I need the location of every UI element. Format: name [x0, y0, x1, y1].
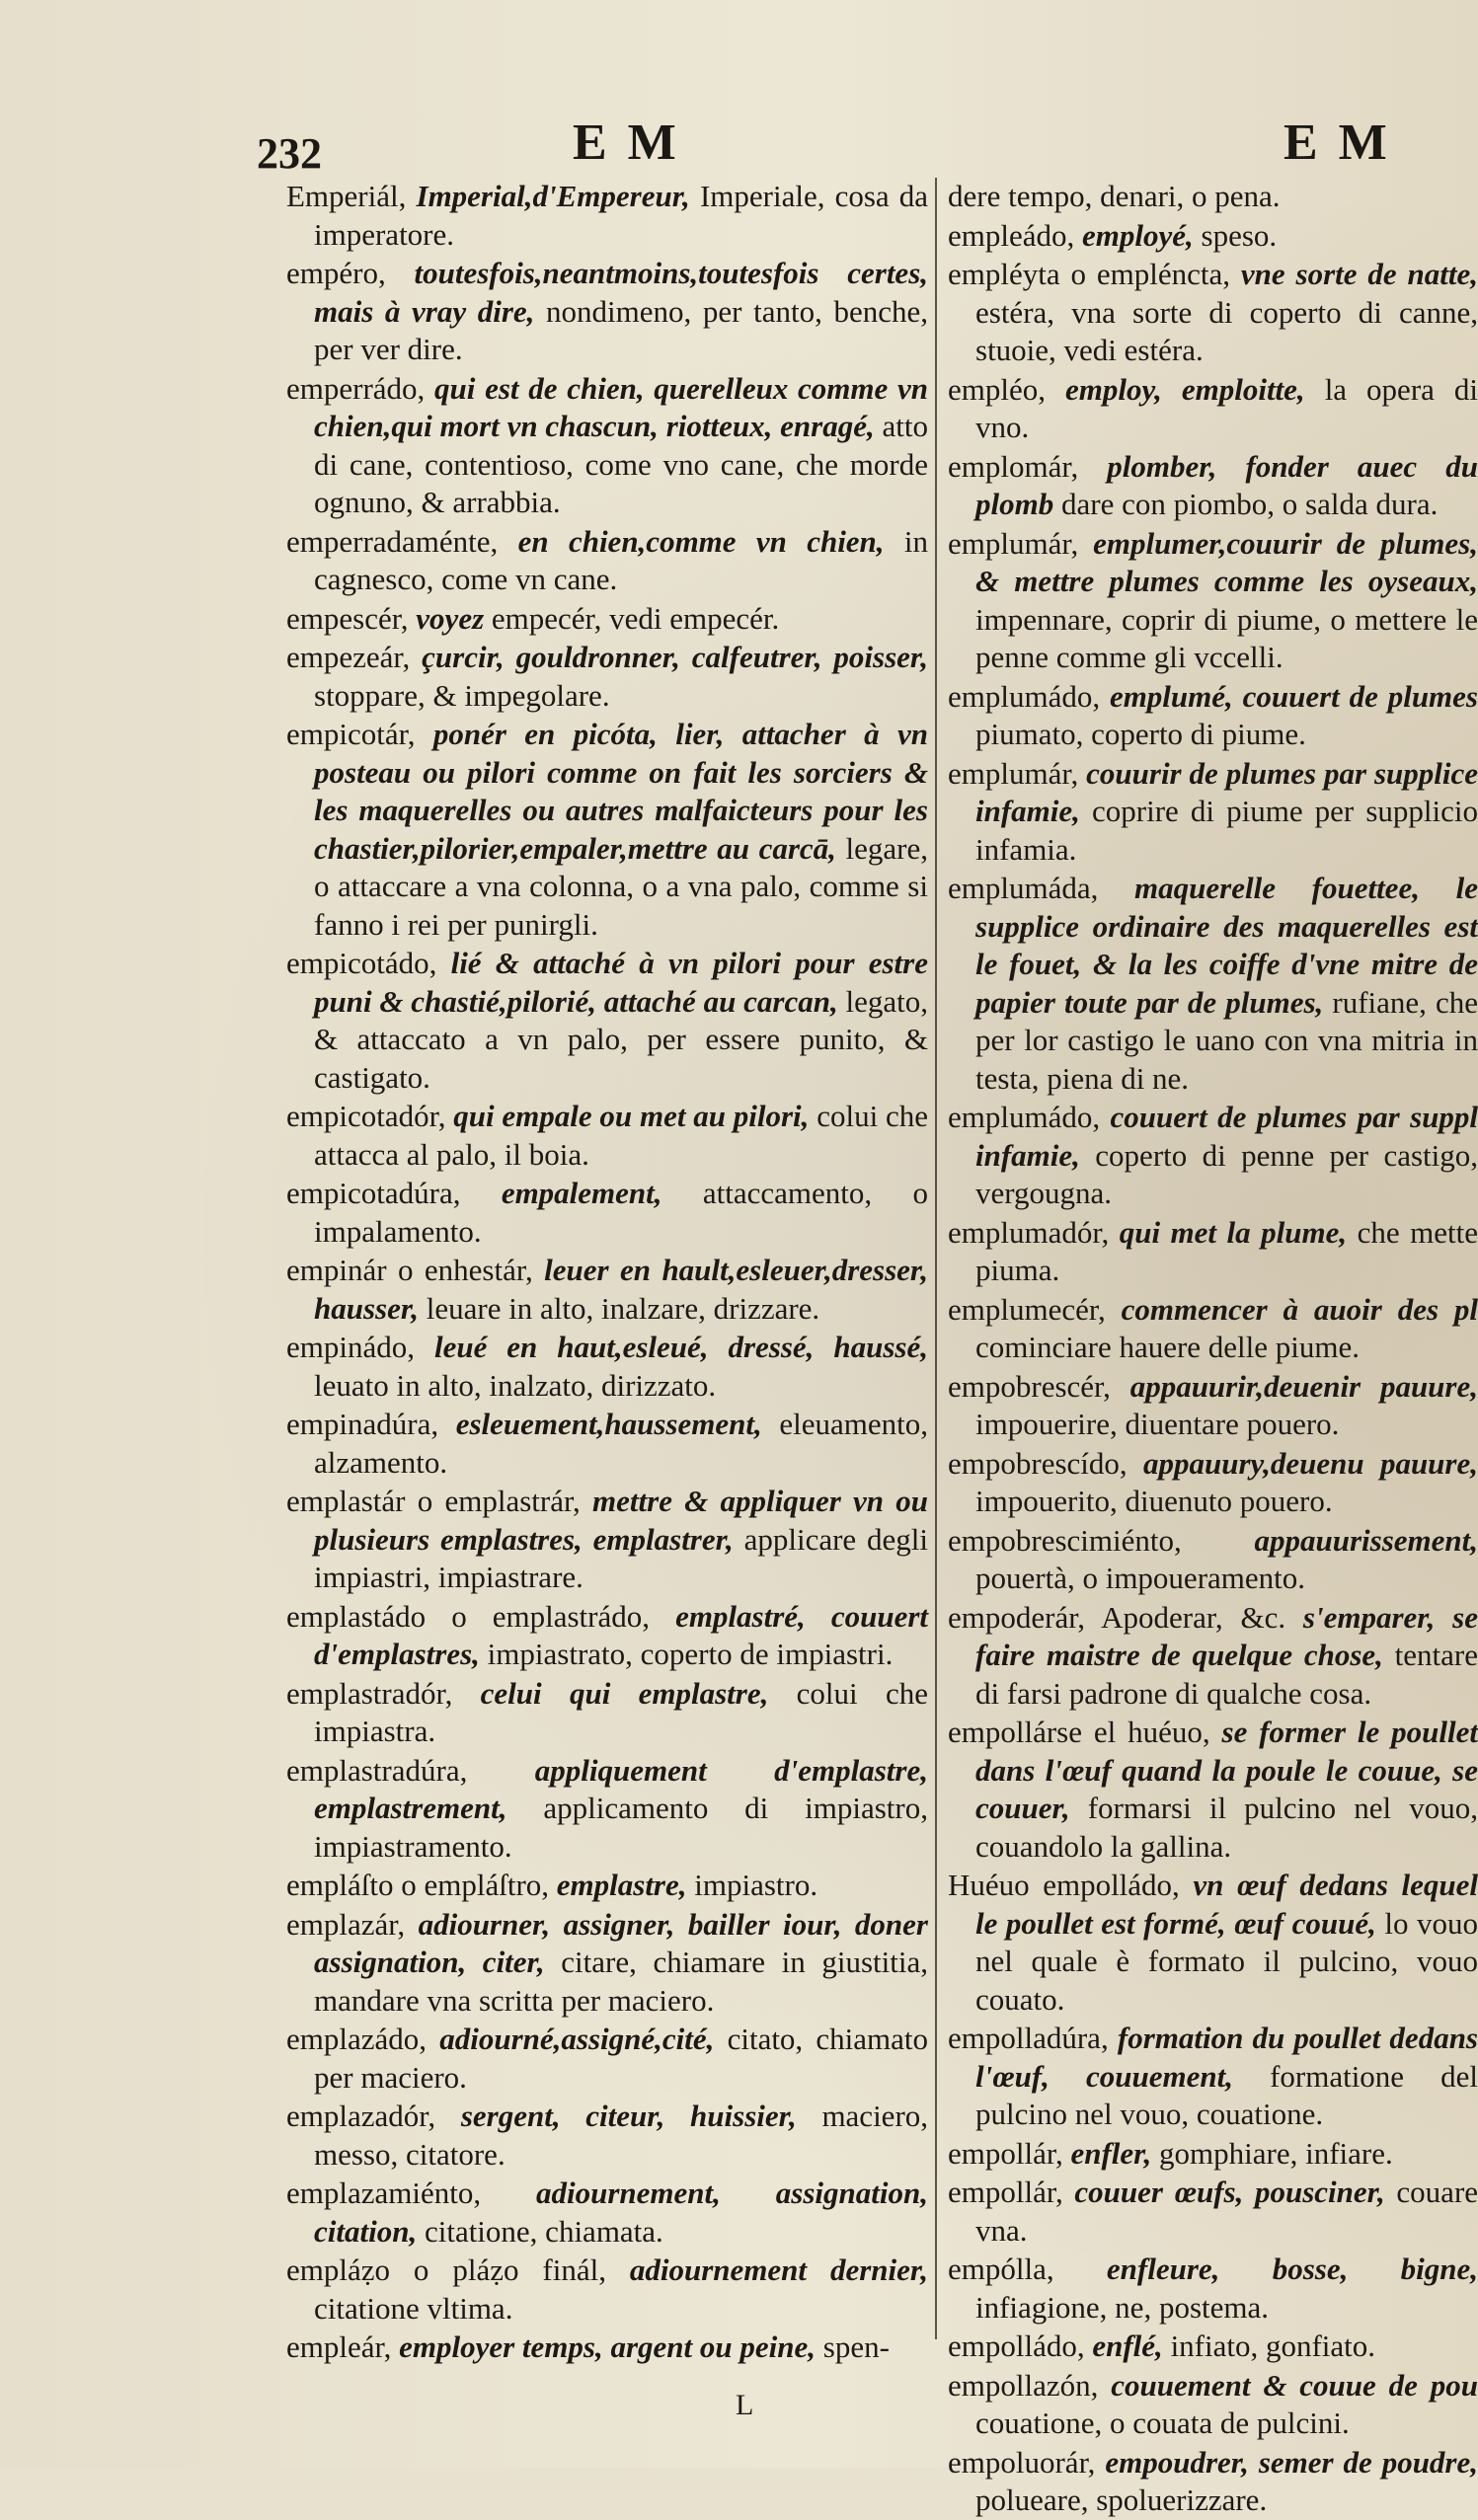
dictionary-entry — [286, 2252, 928, 2328]
italian-gloss: stoppare, & impegolare. — [314, 677, 610, 713]
headword: empobrescér, — [948, 1368, 1111, 1404]
italian-gloss: colui che impiastra. — [314, 1675, 928, 1748]
column-divider — [935, 178, 937, 2339]
french-gloss: enflé, — [1092, 2329, 1163, 2363]
dictionary-entry — [948, 217, 1478, 256]
dictionary-entry — [286, 2175, 928, 2251]
dictionary-entry — [948, 1714, 1478, 1866]
french-gloss: commencer à auoir des pl — [1121, 1291, 1478, 1327]
italian-gloss: coprire di piume per supplicio infamia. — [975, 794, 1478, 867]
dictionary-entry — [948, 256, 1478, 370]
headword: emplastradúra, — [286, 1752, 468, 1788]
running-head-left: E M — [573, 115, 680, 171]
dictionary-entry — [948, 2174, 1478, 2250]
dictionary-entry — [948, 2328, 1478, 2366]
italian-gloss: rufiane, che per lor castigo le uano con vna mitria in testa, piena di ne. — [975, 984, 1478, 1096]
french-gloss: leué en haut,esleué, dressé, haussé, — [433, 1330, 928, 1364]
headword: empoluorár, — [948, 2444, 1096, 2480]
dictionary-entry — [286, 523, 928, 599]
dictionary-entry — [286, 1867, 928, 1905]
headword: empinádo, — [286, 1330, 415, 1364]
headword: empollár, — [948, 2175, 1063, 2209]
headword: empléo, — [948, 371, 1046, 407]
dictionary-entry — [286, 1098, 928, 1174]
headword: emplumár, — [948, 525, 1079, 561]
dictionary-entry — [948, 678, 1478, 754]
italian-gloss: empecér, vedi empecér. — [491, 600, 780, 636]
dictionary-entry — [286, 1252, 928, 1328]
dictionary-entry — [286, 2329, 928, 2367]
headword: empleádo, — [948, 217, 1075, 253]
french-gloss: emplastre, — [556, 1868, 687, 1902]
headword: empolládo, — [948, 2329, 1085, 2363]
french-gloss: ponér en picóta, lier, attacher à vn posteau ou pilori comme on fait les sorciers & les maquerelles ou autres malfaicteurs pour les chastier,pilorier,empaler,mettre au carcā, — [314, 717, 929, 866]
left-column — [286, 178, 929, 2364]
dictionary-entry — [286, 1329, 928, 1405]
italian-gloss: citatione vltima. — [314, 2290, 513, 2326]
french-gloss: qui met la plume, — [1119, 1214, 1348, 1250]
dictionary-entry — [948, 2135, 1478, 2174]
italian-gloss: impiastro. — [694, 1868, 818, 1902]
italian-gloss: nondimeno, per tanto, benche, per ver dire. — [314, 293, 928, 366]
dictionary-entry — [948, 448, 1478, 524]
headword: Emperiál, — [286, 179, 407, 213]
headword: empólla, — [948, 2252, 1054, 2286]
french-gloss: emplumer,couurir de plumes, & mettre plumes comme les oyseaux, — [975, 525, 1478, 598]
page-header — [0, 109, 1478, 178]
italian-gloss: citatione, chiamata. — [424, 2213, 663, 2249]
italian-gloss: citato, chiamato per maciero. — [314, 2022, 928, 2095]
dictionary-entry — [948, 525, 1478, 677]
italian-gloss: cominciare hauere delle piume. — [975, 1330, 1361, 1364]
dictionary-entry — [948, 1291, 1478, 1367]
french-gloss: sergent, citeur, huissier, — [460, 2099, 797, 2133]
french-gloss: Imperial,d'Empereur, — [416, 179, 690, 213]
italian-gloss: leuato in alto, inalzato, dirizzato. — [314, 1367, 717, 1403]
italian-gloss: atto di cane, contentioso, come vno cane, che morde ognuno, & arrabbia. — [314, 409, 929, 519]
headword: emplumádo, — [948, 1100, 1101, 1134]
italian-gloss: impennare, coprir di piume, o mettere le penne comme gli vccelli. — [975, 601, 1478, 674]
dictionary-entry — [948, 1368, 1478, 1444]
italian-gloss: lo vouo nel quale è formato il pulcino, vouo couato. — [975, 1905, 1478, 2017]
dictionary-entry — [286, 945, 928, 1097]
headword: emplazadór, — [286, 2099, 436, 2133]
headword: empollazón, — [948, 2367, 1099, 2403]
italian-gloss: spen- — [822, 2329, 890, 2364]
french-gloss: mettre & appliquer vn ou plusieurs emplastres, emplastrer, — [314, 1484, 928, 1557]
page-number: 232 — [257, 129, 322, 178]
french-gloss: se former le poullet dans l'œuf quand la poule le couue, se couuer, — [975, 1715, 1478, 1825]
french-gloss: s'emparer, se faire maistre de quelque chose, — [975, 1599, 1478, 1672]
italian-gloss: la opera di vno. — [975, 371, 1478, 444]
dictionary-entry — [286, 1598, 928, 1674]
headword: empolladúra, — [948, 2021, 1109, 2055]
dictionary-entry — [948, 2444, 1478, 2520]
french-gloss: çurcir, gouldronner, calfeutrer, poisser, — [422, 640, 929, 674]
italian-gloss: applicare degli impiastri, impiastrare. — [314, 1521, 928, 1594]
french-gloss: esleuement,haussement, — [455, 1407, 762, 1441]
headword: empicotadúra, — [286, 1176, 461, 1210]
dictionary-entry — [286, 2021, 928, 2097]
headword: empobrescído, — [948, 1445, 1128, 1481]
italian-gloss: legato, & attaccato a vn palo, per essere punito, & castigato. — [314, 983, 928, 1095]
italian-gloss: dere tempo, denari, o pena. — [948, 179, 1281, 213]
dictionary-entry — [286, 1675, 928, 1751]
headword: empollár, — [948, 2135, 1063, 2171]
dictionary-entry — [286, 370, 928, 522]
french-gloss: adiourné,assigné,cité, — [439, 2022, 715, 2056]
headword: emplumecér, — [948, 1291, 1106, 1327]
dictionary-entry — [948, 2020, 1478, 2134]
dictionary-entry — [286, 1175, 928, 1251]
french-gloss: couuer œufs, pousciner, — [1074, 2175, 1385, 2209]
dictionary-entry — [286, 1483, 928, 1597]
french-gloss: emplastré, couuert d'emplastres, — [314, 1598, 929, 1671]
dictionary-entry — [286, 2098, 928, 2174]
headword: empláẓo o pláẓo finál, — [286, 2253, 606, 2287]
dictionary-entry — [948, 1522, 1478, 1598]
headword: emplumár, — [948, 755, 1079, 791]
italian-gloss: impouerire, diuentare pouero. — [975, 1407, 1340, 1441]
headword: emperrádo, — [286, 370, 426, 406]
french-gloss: couurir de plumes par supplice infamie, — [975, 755, 1478, 828]
italian-gloss: Imperiale, cosa da imperatore. — [314, 179, 929, 252]
dictionary-entry — [948, 1599, 1478, 1714]
italian-gloss: coperto di penne per castigo, vergougna. — [975, 1137, 1478, 1210]
headword: empezeár, — [286, 640, 411, 674]
headword: empinár o enhestár, — [286, 1253, 533, 1287]
headword: emplumáda, — [948, 871, 1099, 905]
italian-gloss: colui che attacca al palo, il boia. — [314, 1099, 929, 1172]
dictionary-entry — [286, 600, 928, 639]
dictionary-entry — [948, 1867, 1478, 2019]
french-gloss: empoudrer, semer de poudre, — [1105, 2444, 1478, 2480]
french-gloss: toutesfois,neantmoins,toutesfois certes, mais à vray dire, — [314, 256, 929, 329]
italian-gloss: formatione del pulcino nel vouo, couatione. — [975, 2058, 1478, 2131]
italian-gloss: polueare, spoluerizzare. — [975, 2482, 1268, 2517]
headword: empescér, — [286, 600, 409, 636]
dictionary-entry — [948, 371, 1478, 447]
french-gloss: vne sorte de natte, — [1240, 257, 1478, 291]
italian-gloss: eleuamento, alzamento. — [314, 1407, 929, 1480]
french-gloss: adiournement, assignation, citation, — [314, 2176, 928, 2249]
french-gloss: leuer en hault,esleuer,dresser, hausser, — [314, 1253, 929, 1326]
dictionary-entry — [286, 716, 928, 944]
italian-gloss: citare, chiamare in giustitia, mandare vna scritta per maciero. — [314, 1945, 928, 2018]
headword: emplastár o emplastrár, — [286, 1484, 581, 1518]
french-gloss: employé, — [1082, 217, 1194, 253]
french-gloss: appauury,deuenu pauure, — [1142, 1445, 1478, 1481]
french-gloss: adiournement dernier, — [629, 2253, 928, 2287]
italian-gloss: estéra, vna sorte di coperto di canne, stuoie, vedi estéra. — [975, 294, 1478, 367]
dictionary-entry — [948, 2251, 1478, 2327]
dictionary-entry — [286, 1406, 928, 1482]
headword: emplomár, — [948, 448, 1079, 484]
italian-gloss: applicamento di impiastro, impiastramento. — [314, 1791, 928, 1864]
italian-gloss: pouertà, o impoueramento. — [975, 1561, 1306, 1595]
italian-gloss: dare con piombo, o salda dura. — [1060, 487, 1439, 521]
dictionary-entry — [286, 639, 928, 715]
french-gloss: couuert de plumes par suppl infamie, — [975, 1100, 1478, 1173]
french-gloss: emplumé, couuert de plumes — [1109, 678, 1478, 714]
italian-gloss: infiagione, ne, postema. — [975, 2289, 1269, 2325]
headword: empicotádo, — [286, 946, 437, 980]
french-gloss: plomber, fonder auec du plomb — [975, 448, 1478, 521]
headword: empicotár, — [286, 717, 416, 751]
italian-gloss: couatione, o couata de pulcini. — [975, 2405, 1350, 2440]
headword: empleár, — [286, 2329, 392, 2364]
italian-gloss: impouerito, diuenuto pouero. — [975, 1484, 1333, 1518]
french-gloss: formation du poullet dedans l'œuf, couuement, — [975, 2021, 1478, 2094]
italian-gloss: maciero, messo, citatore. — [314, 2099, 929, 2172]
french-gloss: couuement & couue de pou — [1111, 2367, 1478, 2403]
french-gloss: appauurir,deuenir pauure, — [1129, 1368, 1478, 1404]
headword: emplazádo, — [286, 2022, 428, 2056]
french-gloss: enfler, — [1070, 2135, 1152, 2171]
headword: empléyta o empléncta, — [948, 257, 1230, 291]
italian-gloss: gomphiare, infiare. — [1159, 2135, 1393, 2171]
dictionary-entry — [948, 1099, 1478, 1213]
footer-catchword: L — [736, 2389, 754, 2421]
french-gloss: vn œuf dedans lequel le poullet est formé, œuf couué, — [975, 1868, 1478, 1941]
headword: empéro, — [286, 256, 386, 290]
italian-gloss: in cagnesco, come vn cane. — [314, 523, 929, 596]
italian-gloss: leuare in alto, inalzare, drizzare. — [426, 1290, 820, 1326]
italian-gloss: piumato, coperto di piume. — [975, 717, 1306, 751]
italian-gloss: couare vna. — [975, 2175, 1478, 2248]
headword: empoderár, Apoderar, &c. — [948, 1599, 1286, 1635]
dictionary-entry — [948, 755, 1478, 870]
italian-gloss: attaccamento, o impalamento. — [314, 1176, 929, 1249]
headword: empobrescimiénto, — [948, 1522, 1182, 1558]
dictionary-entry — [948, 1445, 1478, 1521]
french-gloss: qui empale ou met au pilori, — [453, 1099, 810, 1133]
french-gloss: celui qui emplastre, — [480, 1675, 769, 1711]
dictionary-entry — [948, 870, 1478, 1098]
italian-gloss: tentare di farsi padrone di qualche cosa. — [975, 1638, 1478, 1711]
dictionary-entry — [286, 255, 928, 369]
dictionary-entry — [948, 178, 1478, 216]
headword: emplumadór, — [948, 1214, 1110, 1250]
french-gloss: enfleure, bosse, bigne, — [1106, 2252, 1478, 2286]
headword: empicotadór, — [286, 1099, 446, 1133]
italian-gloss: impiastrato, coperto de impiastri. — [487, 1637, 894, 1671]
french-gloss: qui est de chien, querelleux comme vn chien,qui mort vn chascun, riotteux, enragé, — [314, 370, 928, 443]
right-column — [948, 178, 1478, 2517]
italian-gloss: legare, o attaccare a vna colonna, o a vna palo, comme si fanno i rei per punirgli. — [314, 830, 928, 942]
italian-gloss: infiato, gonfiato. — [1170, 2329, 1376, 2363]
running-head-right: E M — [1284, 115, 1391, 171]
french-gloss: adiourner, assigner, bailler iour, doner assignation, citer, — [314, 1906, 928, 1979]
dictionary-entry — [286, 1752, 928, 1867]
french-gloss: maquerelle fouettee, le supplice ordinaire des maquerelles est le fouet, & la les coiffe d'vne mitre de papier toute par de plumes, — [975, 871, 1478, 1020]
headword: emplazamiénto, — [286, 2176, 482, 2210]
headword: emplastradór, — [286, 1675, 453, 1711]
dictionary-entry — [948, 2367, 1478, 2443]
french-gloss: employer temps, argent ou peine, — [399, 2329, 816, 2364]
headword: emperradaménte, — [286, 523, 499, 559]
french-gloss: empalement, — [501, 1176, 662, 1210]
italian-gloss: che mette piuma. — [975, 1214, 1478, 1287]
french-gloss: appauurissement, — [1254, 1522, 1478, 1558]
french-gloss: appliquement d'emplastre, emplastrement, — [314, 1752, 928, 1825]
headword: empinadúra, — [286, 1407, 439, 1441]
french-gloss: lié & attaché à vn pilori pour estre puni & chastié,pilorié, attaché au carcan, — [314, 946, 928, 1019]
headword: Huéuo empolládo, — [948, 1868, 1180, 1902]
headword: emplumádo, — [948, 678, 1101, 714]
dictionary-entry — [286, 178, 928, 254]
headword: empollárse el huéuo, — [948, 1715, 1210, 1749]
dictionary-entry — [286, 1906, 928, 2021]
headword: empláſto o empláſtro, — [286, 1868, 550, 1902]
italian-gloss: formarsi il pulcino nel vouo, couandolo la gallina. — [975, 1791, 1478, 1864]
dictionary-entry — [948, 1214, 1478, 1290]
headword: emplazár, — [286, 1906, 406, 1942]
italian-gloss: speso. — [1201, 217, 1278, 253]
headword: emplastádo o emplastrádo, — [286, 1598, 651, 1634]
french-gloss: voyez — [416, 600, 485, 636]
french-gloss: en chien,comme vn chien, — [517, 523, 885, 559]
french-gloss: employ, emploitte, — [1065, 371, 1305, 407]
